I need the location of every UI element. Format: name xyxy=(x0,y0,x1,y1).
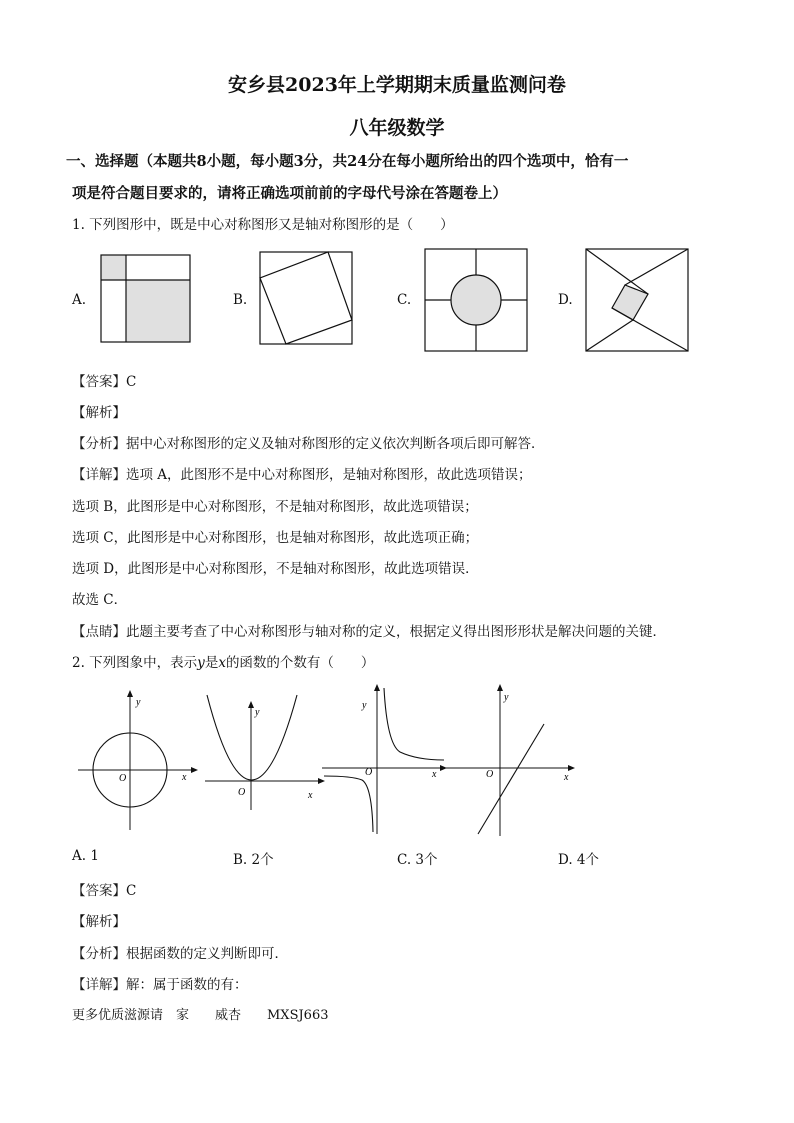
q2-g1-y-label: y xyxy=(136,697,141,708)
q1-figure-a xyxy=(100,254,192,344)
q2-fenxi: 根据函数的定义判断即可． xyxy=(126,946,288,962)
q1-xiangjie-line3: 选项 C，此图形是中心对称图形，也是轴对称图形，故此选项正确； xyxy=(72,530,479,546)
q1-dianjing-tag: 【点睛】 xyxy=(72,624,126,640)
q2-answer-tag: 【答案】 xyxy=(72,883,126,899)
q1-answer-tag: 【答案】 xyxy=(72,374,126,390)
q1-option-b-label: B. xyxy=(233,292,248,308)
q2-g2-x-label: x xyxy=(308,790,313,801)
q1-option-d-label: D. xyxy=(558,292,573,308)
q1-xiangjie-line4: 选项 D，此图形是中心对称图形，不是轴对称图形，故此选项错误． xyxy=(72,561,479,577)
page-subtitle: 八年级数学 xyxy=(349,117,445,139)
q1-fenxi-line xyxy=(72,432,545,452)
q2-g4-origin-label: O xyxy=(486,769,494,780)
q2-xiangjie-line xyxy=(72,973,248,993)
q2-stem-post: 的函数的个数有（ ） xyxy=(225,655,375,671)
q2-fenxi-line xyxy=(72,942,288,962)
q2-option-d: D. 4个 xyxy=(558,852,600,868)
q1-fenxi-tag: 【分析】 xyxy=(72,436,126,452)
q1-analysis-tag: 【解析】 xyxy=(72,405,126,421)
q2-stem-pre: 2. 下列图象中，表示 xyxy=(72,655,198,671)
q2-stem-x: x xyxy=(218,655,226,671)
q2-fenxi-tag: 【分析】 xyxy=(72,946,126,962)
q1-answer-line xyxy=(72,370,136,390)
q1-figure-d xyxy=(585,248,689,352)
q2-graph-circle xyxy=(78,690,198,830)
q1-xiangjie-line1 xyxy=(72,463,532,483)
q2-option-a: A. 1 xyxy=(72,848,99,864)
footer-note: 更多优质滋源请 家 威杏 MXSJ663 xyxy=(72,1008,329,1023)
section-heading-line2: 项是符合题目要求的，请将正确选项前前的字母代号涂在答题卷上） xyxy=(72,185,507,202)
q1-figure-b xyxy=(259,251,353,345)
q2-analysis-tag: 【解析】 xyxy=(72,914,126,930)
q1-figure-c xyxy=(424,248,528,352)
q2-g4-x-label: x xyxy=(564,772,569,783)
q2-stem xyxy=(72,651,374,671)
q1-xiangjie-line2: 选项 B，此图形是中心对称图形，不是轴对称图形，故此选项错误； xyxy=(72,499,478,515)
q2-g1-origin-label: O xyxy=(119,773,127,784)
q1-conclusion: 故选 C． xyxy=(72,592,128,608)
q2-graph-hyperbola xyxy=(322,684,447,834)
q1-xiangjie-tag: 【详解】 xyxy=(72,467,126,483)
q2-stem-y: y xyxy=(197,655,205,671)
q2-option-c: C. 3个 xyxy=(397,852,438,868)
q1-xiangjie-text1: 选项 A，此图形不是中心对称图形，是轴对称图形，故此选项错误； xyxy=(126,467,532,483)
q1-dianjing: 此题主要考查了中心对称图形与轴对称的定义，根据定义得出图形形状是解决问题的关键． xyxy=(126,624,666,640)
q1-dianjing-line xyxy=(72,620,666,640)
q1-stem: 1. 下列图形中，既是中心对称图形又是轴对称图形的是（ ） xyxy=(72,217,454,233)
q2-g2-origin-label: O xyxy=(238,787,246,798)
q1-answer: C xyxy=(126,374,137,390)
q2-stem-mid: 是 xyxy=(204,655,219,671)
q2-graph-parabola xyxy=(205,695,325,810)
q2-graph-line xyxy=(440,684,575,836)
q2-g4-y-label: y xyxy=(504,692,509,703)
q2-answer-line xyxy=(72,879,136,899)
q2-g3-y-label: y xyxy=(362,700,367,711)
q2-option-b: B. 2个 xyxy=(233,852,274,868)
q1-option-a-label: A. xyxy=(72,292,87,308)
q2-g3-origin-label: O xyxy=(365,767,373,778)
page-title: 安乡县2023年上学期期末质量监测问卷 xyxy=(228,74,566,96)
q2-g2-y-label: y xyxy=(255,707,260,718)
q2-g1-x-label: x xyxy=(182,772,187,783)
section-heading-line1: 一、选择题（本题共8小题，每小题3分，共24分在每小题所给出的四个选项中，恰有一 xyxy=(66,153,629,170)
q2-xiangjie: 解：属于函数的有： xyxy=(126,977,248,993)
q2-xiangjie-tag: 【详解】 xyxy=(72,977,126,993)
q2-answer: C xyxy=(126,883,137,899)
q1-fenxi: 据中心对称图形的定义及轴对称图形的定义依次判断各项后即可解答． xyxy=(126,436,545,452)
q1-option-c-label: C. xyxy=(397,292,412,308)
q2-g3-x-label: x xyxy=(432,769,437,780)
